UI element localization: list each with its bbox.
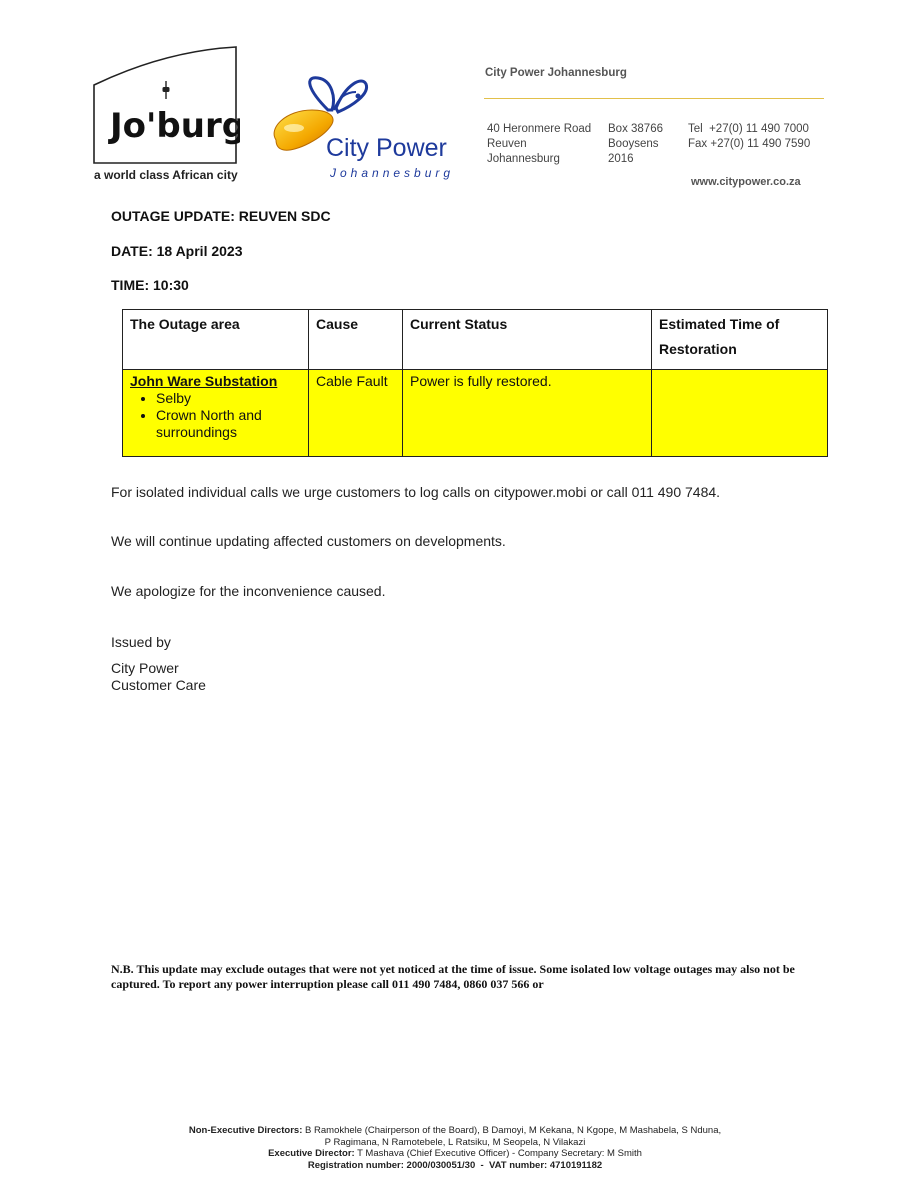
log-calls-paragraph: For isolated individual calls we urge customers to log calls on citypower.mobi or call 011 490 7484. [111,484,721,500]
joburg-logo-graphic [90,45,240,165]
footer-registration-line: Registration number: 2000/030051/30 - VAT number: 4710191182 [307,1159,603,1171]
affected-areas-list [130,390,301,441]
nonexec-names: B Ramokhele (Chairperson of the Board), B Damoyi, M Kekana, N Kgope, M Mashabela, S Nduna, [305,1125,722,1136]
citypower-logo-graphic [266,70,466,182]
website-link[interactable]: www.citypower.co.za [691,176,801,188]
header-current-status: Current Status [403,310,652,370]
apology-paragraph: We apologize for the inconvenience caused. [111,583,386,599]
address-line: 2016 [608,153,634,165]
phone-numbers [688,122,810,152]
header-estimated-restoration: Estimated Time of Restoration [652,310,828,370]
joburg-logo [90,45,240,165]
address-line: Booysens [608,138,659,150]
address-line: 40 Heronmere Road [487,123,592,135]
citypower-wordmark: City Power [326,134,447,162]
issuer [111,660,206,694]
table-header-row [123,310,828,370]
address-line: Johannesburg [487,153,560,165]
update-time: TIME: 10:30 [111,277,189,293]
list-item: • Crown North and surroundings [156,407,301,441]
fax: Fax +27(0) 11 490 7590 [688,138,811,150]
issued-by-label: Issued by [111,634,171,650]
exec-label: Executive Director: [268,1148,355,1159]
address-line: Box 38766 [608,123,663,135]
cell-cause: Cable Fault [309,370,403,457]
list-item: • Selby [156,390,301,407]
issuer-line: Customer Care [111,677,206,693]
citypower-subtitle: Johannesburg [330,166,455,180]
street-address [487,122,591,167]
header-divider [484,98,824,99]
telephone: Tel +27(0) 11 490 7000 [688,123,809,135]
postal-address [608,122,663,167]
cell-outage-area [123,370,309,457]
nonexec-names-continued: P Ragimana, N Ramotebele, L Ratsiku, M Seopela, N Vilakazi [324,1136,586,1148]
vat-label: VAT number: [488,1159,548,1171]
issuer-line: City Power [111,660,179,676]
cell-estimated-restoration [652,370,828,457]
update-date: DATE: 18 April 2023 [111,243,243,259]
registration-label: Registration number: [307,1159,404,1171]
disclaimer-note: N.B. This update may exclude outages that were not yet noticed at the time of issue. Some isolated low voltage outages may also not be captured. To report any power interruption please call 011 490 7484, 0860 037 566 or [111,962,795,991]
outage-table [122,309,828,457]
address-line: Reuven [487,138,527,150]
table-row [123,370,828,457]
nonexec-label: Non-Executive Directors: [188,1125,303,1136]
header-cause: Cause [309,310,403,370]
substation-name: John Ware Substation [130,373,278,389]
cell-current-status: Power is fully restored. [403,370,652,457]
joburg-wordmark: Jo'burg [110,106,240,146]
company-name: City Power Johannesburg [485,67,627,79]
exec-names: T Mashava (Chief Executive Officer) - Company Secretary: M Smith [357,1148,642,1159]
footer [130,1125,780,1171]
footer-nonexec-line [130,1125,780,1137]
update-title: OUTAGE UPDATE: REUVEN SDC [111,208,331,224]
citypower-logo [266,70,466,182]
footer-exec-line [130,1148,780,1160]
registration-number: 2000/030051/30 [406,1159,476,1171]
vat-number: 4710191182 [549,1159,603,1171]
joburg-tagline: a world class African city [94,168,238,182]
header-outage-area: The Outage area [123,310,309,370]
updates-paragraph: We will continue updating affected customers on developments. [111,533,506,549]
